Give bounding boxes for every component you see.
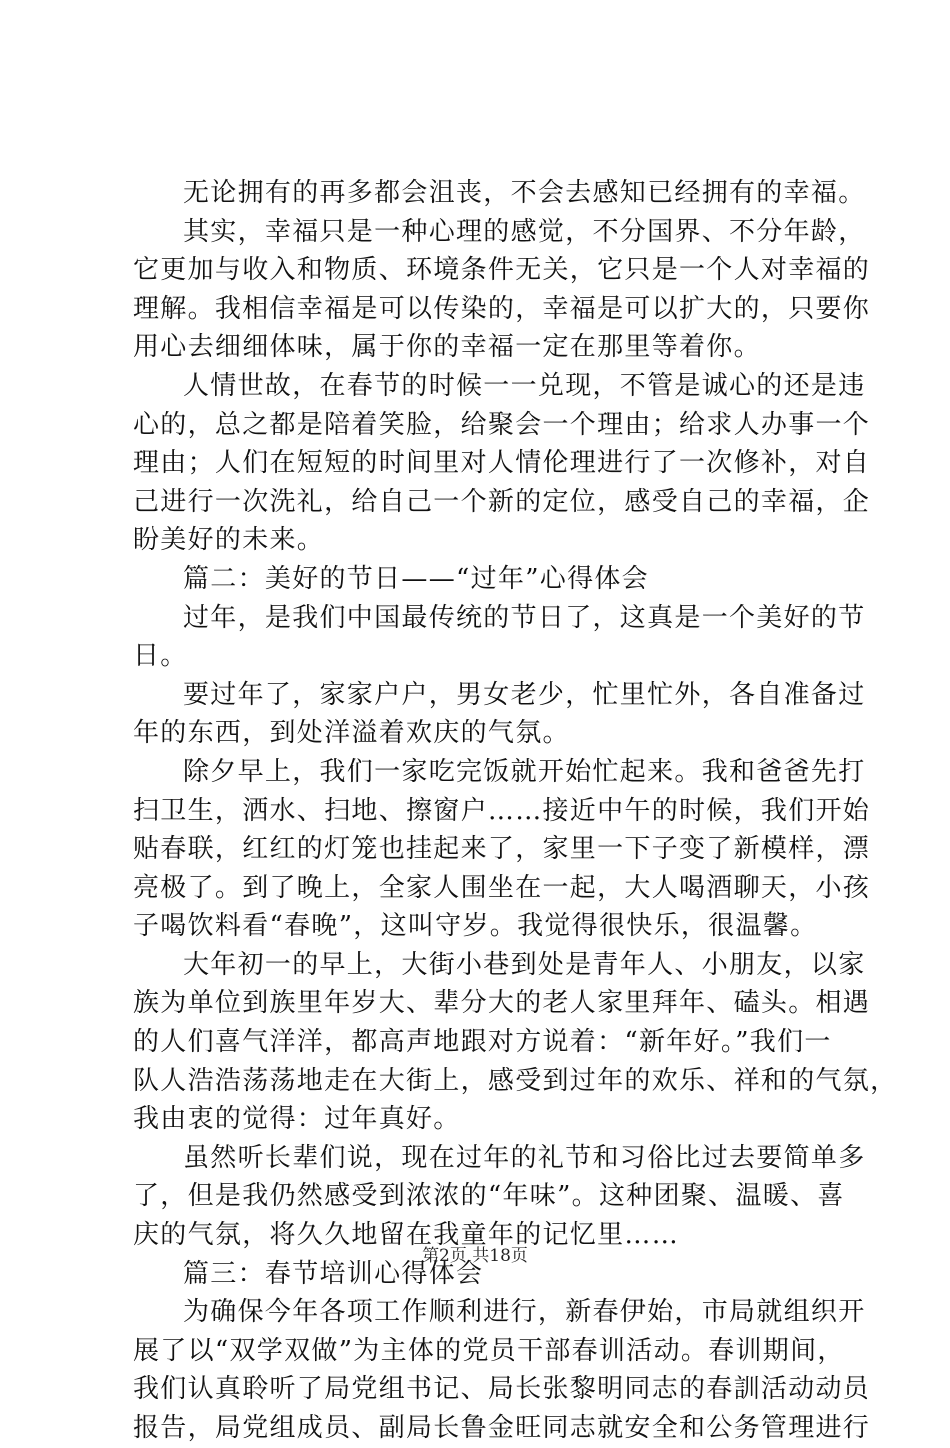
paragraph-line: 了，但是我仍然感受到浓浓的“年味”。这种团聚、温暖、喜 [133,1181,845,1212]
paragraph-line: 过年，是我们中国最传统的节日了，这真是一个美好的节 [183,602,866,633]
paragraph-line: 年的东西，到处洋溢着欢庆的气氛。 [133,718,570,749]
paragraph-line: 大年初一的早上，大街小巷到处是青年人、小朋友，以家 [183,949,866,980]
paragraph-line: 我们认真聆听了局党组书记、局长张黎明同志的春訓活动动员 [133,1374,871,1405]
paragraph-line: 用心去细细体味，属于你的幸福一定在那里等着你。 [133,332,761,363]
paragraph-line: 盼美好的未来。 [133,525,325,556]
paragraph-line: 心的，总之都是陪着笑脸，给聚会一个理由；给求人办事一个 [133,409,871,440]
paragraph-line: 庆的气氛，将久久地留在我童年的记忆里…… [133,1220,680,1251]
section-heading: 篇三：春节培训心得体会 [183,1258,484,1289]
paragraph-line: 亮极了。到了晚上，全家人围坐在一起，大人喝酒聊天，小孩 [133,872,871,903]
paragraph-line: 其实，幸福只是一种心理的感觉，不分国界、不分年龄， [183,216,866,247]
paragraph-line: 贴春联，红红的灯笼也挂起来了，家里一下子变了新模样，漂 [133,834,871,865]
paragraph-line: 队人浩浩荡荡地走在大街上，感受到过年的欢乐、祥和的气氛， [133,1065,898,1096]
section-heading: 篇二：美好的节日——“过年”心得体会 [183,563,649,594]
paragraph-line: 己进行一次洗礼，给自己一个新的定位，感受自己的幸福，企 [133,486,871,517]
paragraph-line: 的人们喜气洋洋，都高声地跟对方说着：“新年好。”我们一 [133,1027,832,1058]
paragraph-line: 子喝饮料看“春晚”，这叫守岁。我觉得很快乐，很温馨。 [133,911,818,942]
paragraph-line: 为确保今年各项工作顺利进行，新春伊始，市局就组织开 [183,1297,866,1328]
paragraph-line: 无论拥有的再多都会沮丧，不会去感知已经拥有的幸福。 [183,178,866,208]
paragraph-line: 族为单位到族里年岁大、辈分大的老人家里拜年、磕头。相遇 [133,988,871,1019]
paragraph-line: 理解。我相信幸福是可以传染的，幸福是可以扩大的，只要你 [133,293,871,324]
paragraph-line: 理由；人们在短短的时间里对人情伦理进行了一次修补，对自 [133,448,871,479]
paragraph-line: 日。 [133,641,188,672]
paragraph-line: 展了以“双学双做”为主体的党员干部春训活动。春训期间， [133,1335,845,1366]
paragraph-line: 虽然听长辈们说，现在过年的礼节和习俗比过去要简单多 [183,1142,866,1173]
paragraph-line: 要过年了，家家户户，男女老少，忙里忙外，各自准备过 [183,679,866,710]
page-footer: 第2页 共18页 [422,1246,528,1266]
paragraph-line: 除夕早上，我们一家吃完饭就开始忙起来。我和爸爸先打 [183,756,866,787]
paragraph-line: 报告，局党组成员、副局长鲁金旺同志就安全和公务管理进行 [133,1413,871,1443]
paragraph-line: 我由衷的觉得：过年真好。 [133,1104,461,1135]
paragraph-line: 它更加与收入和物质、环境条件无关，它只是一个人对幸福的 [133,255,871,286]
paragraph-line: 人情世故，在春节的时候一一兑现，不管是诚心的还是违 [183,370,866,401]
paragraph-line: 扫卫生，洒水、扫地、擦窗户……接近中午的时候，我们开始 [133,795,871,826]
